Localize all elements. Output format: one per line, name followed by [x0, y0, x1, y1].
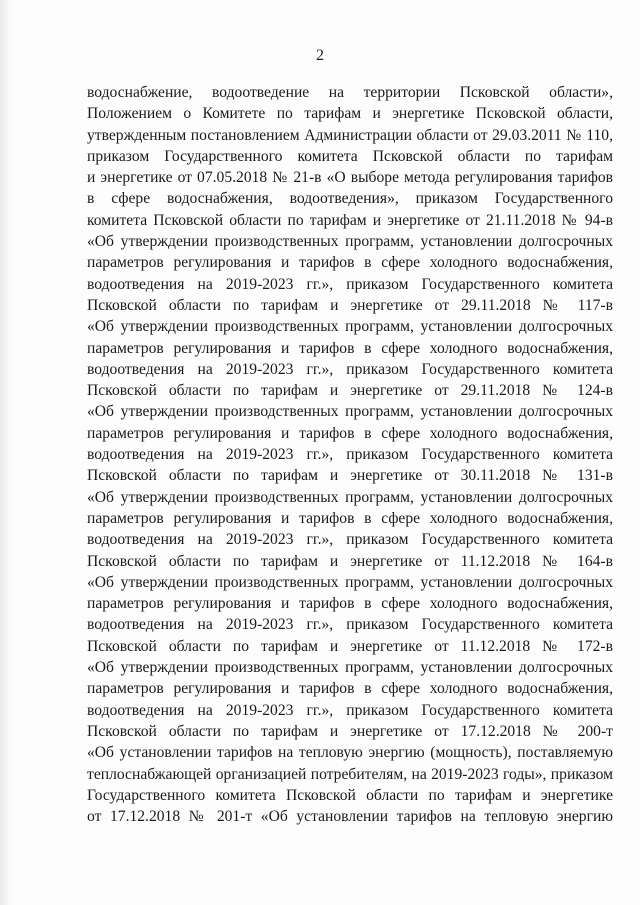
- text-line: «Об утверждении производственных программ, установлении долгосрочных: [87, 233, 613, 251]
- page-number: 2: [316, 47, 324, 64]
- text-line: Государственного комитета Псковской области по тарифам и энергетике: [87, 786, 613, 804]
- text-line: Псковской области по тарифам и энергетике от 29.11.2018 № 124-в: [87, 382, 613, 400]
- text-line: водоотведения на 2019-2023 гг.», приказом Государственного комитета: [87, 275, 613, 293]
- text-line: параметров регулирования и тарифов в сфере холодного водоснабжения,: [87, 424, 613, 442]
- text-line: от 17.12.2018 № 201-т «Об установлении тарифов на тепловую энергию: [87, 808, 613, 826]
- body-text: [87, 82, 613, 827]
- text-line: водоотведения на 2019-2023 гг.», приказом Государственного комитета: [87, 701, 613, 719]
- text-line: Псковской области по тарифам и энергетике от 17.12.2018 № 200-т: [87, 722, 613, 740]
- text-line: параметров регулирования и тарифов в сфере холодного водоснабжения,: [87, 254, 613, 272]
- text-line: «Об утверждении производственных программ, установлении долгосрочных: [87, 318, 613, 336]
- text-line: параметров регулирования и тарифов в сфере холодного водоснабжения,: [87, 509, 613, 527]
- text-line: теплоснабжающей организацией потребителям, на 2019-2023 годы», приказом: [87, 765, 613, 783]
- text-line: Псковской области по тарифам и энергетике от 30.11.2018 № 131-в: [87, 467, 613, 485]
- text-line: в сфере водоснабжения, водоотведения», приказом Государственного: [87, 190, 613, 208]
- text-line: утвержденным постановлением Администрации области от 29.03.2011 № 110,: [87, 126, 613, 144]
- text-line: и энергетике от 07.05.2018 № 21-в «О выборе метода регулирования тарифов: [87, 169, 613, 187]
- text-line: Псковской области по тарифам и энергетике от 11.12.2018 № 172-в: [87, 637, 613, 655]
- text-line: приказом Государственного комитета Псковской области по тарифам: [87, 147, 613, 165]
- text-line: Псковской области по тарифам и энергетике от 11.12.2018 № 164-в: [87, 552, 613, 570]
- text-line: «Об утверждении производственных программ, установлении долгосрочных: [87, 403, 613, 421]
- text-line: водоснабжение, водоотведение на территории Псковской области»,: [87, 84, 613, 101]
- text-line: «Об установлении тарифов на тепловую энергию (мощность), поставляемую: [87, 744, 613, 762]
- text-line: «Об утверждении производственных программ, установлении долгосрочных: [87, 573, 613, 591]
- text-line: водоотведения на 2019-2023 гг.», приказом Государственного комитета: [87, 531, 613, 549]
- text-line: параметров регулирования и тарифов в сфере холодного водоснабжения,: [87, 680, 613, 698]
- text-line: водоотведения на 2019-2023 гг.», приказом Государственного комитета: [87, 616, 613, 634]
- text-line: параметров регулирования и тарифов в сфере холодного водоснабжения,: [87, 595, 613, 613]
- text-line: водоотведения на 2019-2023 гг.», приказом Государственного комитета: [87, 446, 613, 464]
- text-line: Псковской области по тарифам и энергетике от 29.11.2018 № 117-в: [87, 296, 613, 314]
- text-line: комитета Псковской области по тарифам и энергетике от 21.11.2018 № 94-в: [87, 211, 613, 229]
- scan-edge: [0, 0, 14, 905]
- text-line: параметров регулирования и тарифов в сфере холодного водоснабжения,: [87, 339, 613, 357]
- text-line: Положением о Комитете по тарифам и энергетике Псковской области,: [87, 105, 613, 123]
- text-line: «Об утверждении производственных программ, установлении долгосрочных: [87, 659, 613, 677]
- text-line: водоотведения на 2019-2023 гг.», приказом Государственного комитета: [87, 360, 613, 378]
- text-line: «Об утверждении производственных программ, установлении долгосрочных: [87, 488, 613, 506]
